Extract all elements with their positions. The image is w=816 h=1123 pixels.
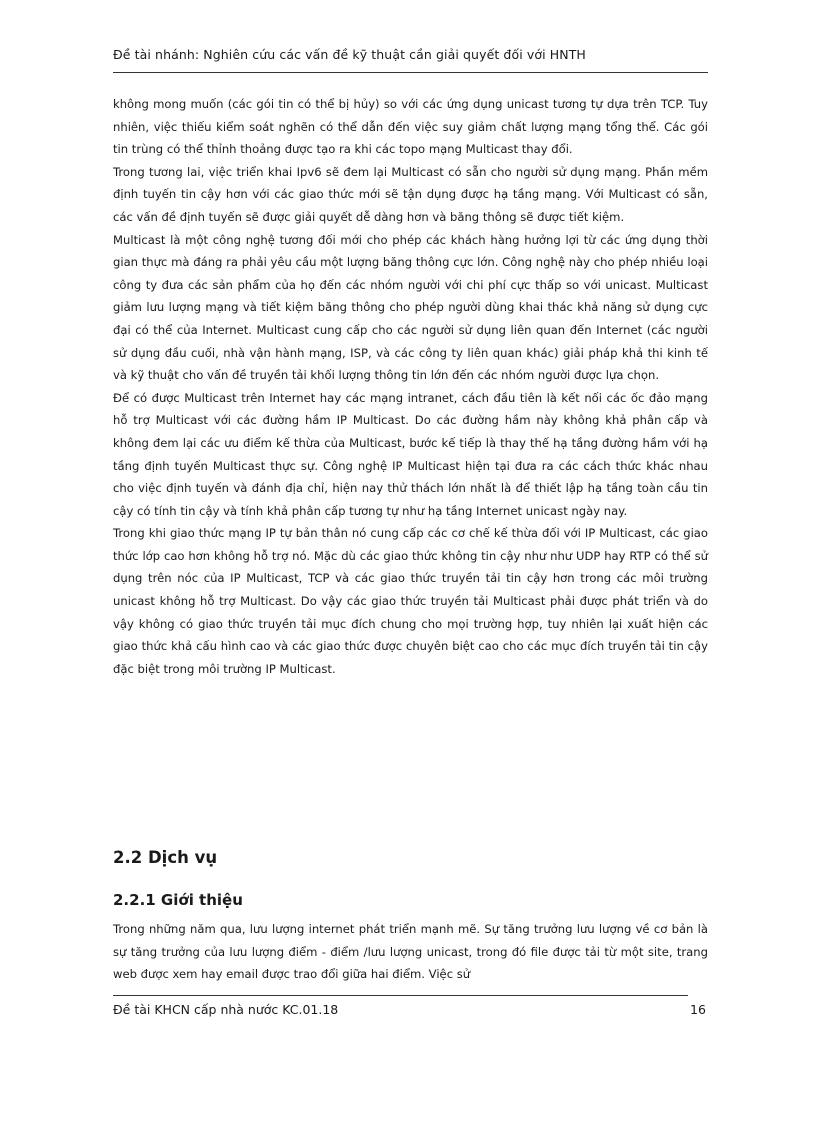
footer-divider [113,995,688,996]
section-heading: 2.2 Dịch vụ [113,848,218,867]
paragraph: Để có được Multicast trên Internet hay các mạng intranet, cách đầu tiên là kết nối các ốc đảo mạng hỗ trợ Multicast với các đường hầm IP Multicast. Do các đường hầm này không khả phân cấp và không đem lại các ưu điểm kế thừa của Multicast, bước kế tiếp là thay thế hạ tầng đường hầm với hạ tầng định tuyến Multicast thực sự. Công nghệ IP Multicast hiện tại đưa ra các cách thức khác nhau cho việc định tuyến và đánh địa chỉ, hiện nay thử thách lớn nhất là để thiết lập hạ tầng toàn cầu tin cậy có tính tin cậy và tính khả phân cấp tương tự như hạ tầng Internet unicast ngày nay. [113,390,708,518]
paragraph: Trong khi giao thức mạng IP tự bản thân nó cung cấp các cơ chế kế thừa đối với IP Multicast, các giao thức lớp cao hơn không hỗ trợ nó. Mặc dù các giao thức không tin cậy như như UDP hay RTP có thể sử dụng trên nóc của IP Multicast, TCP và các giao thức truyền tải tin cậy hơn trong các môi trường unicast không hỗ trợ Multicast. Do vậy các giao thức truyền tải Multicast phải được phát triển và do vậy không có giao thức truyền tải mục đích chung cho mọi trường hợp, tuy nhiên lại xuất hiện các giao thức khả cấu hình cao và các giao thức được chuyên biệt cao cho các mục đích truyền tải tin cậy đặc biệt trong môi trường IP Multicast. [113,526,708,676]
paragraph: không mong muốn (các gói tin có thể bị hủy) so với các ứng dụng unicast tương tự dựa trên TCP. Tuy nhiên, việc thiếu kiểm soát nghẽn có thể dẫn đến việc suy giảm chất lượng mạng tổng thể. Các gói tin trùng có thể thỉnh thoảng được tạo ra khi các topo mạng Multicast thay đổi. [113,97,708,157]
subsection-heading: 2.2.1 Giới thiệu [113,891,243,909]
section-body [113,918,708,986]
running-header: Đề tài nhánh: Nghiên cứu các vấn đề kỹ thuật cần giải quyết đối với HNTH [113,47,586,62]
paragraph: Multicast là một công nghệ tương đối mới cho phép các khách hàng hưởng lợi từ các ứng dụng thời gian thực mà đáng ra phải yêu cầu một lượng băng thông cực lớn. Công nghệ này cho phép nhiều loại công ty đưa các sản phẩm của họ đến các nhóm người với chi phí cực thấp so với unicast. Multicast giảm lưu lượng mạng và tiết kiệm băng thông cho phép người dùng khai thác khả năng sử dụng cực đại có thể của Internet. Multicast cung cấp cho các người sử dụng liên quan đến Internet (các người sử dụng đầu cuối, nhà vận hành mạng, ISP, và các công ty liên quan khác) giải pháp khả thi kinh tế và kỹ thuật cho vấn đề truyền tải khối lượng thông tin lớn đến các nhóm người được lựa chọn. [113,232,708,383]
paragraph: Trong tương lai, việc triển khai Ipv6 sẽ đem lại Multicast có sẵn cho người sử dụng mạng. Phần mềm định tuyến tin cậy hơn với các giao thức mới sẽ tận dụng được hạ tầng mạng. Với Multicast có sẵn, các vấn đề định tuyến sẽ được giải quyết dễ dàng hơn và băng thông sẽ được tiết kiệm. [113,164,708,224]
footer-project: Đề tài KHCN cấp nhà nước KC.01.18 [113,1002,339,1017]
page-number: 16 [690,1002,706,1017]
body-text [113,93,708,680]
header-divider [113,72,708,73]
paragraph: Trong những năm qua, lưu lượng internet phát triển mạnh mẽ. Sự tăng trưởng lưu lượng về cơ bản là sự tăng trưởng của lưu lượng điểm - điểm /lưu lượng unicast, trong đó file được tải từ một site, trang web được xem hay email được trao đổi giữa hai điểm. Việc sử [113,922,708,982]
